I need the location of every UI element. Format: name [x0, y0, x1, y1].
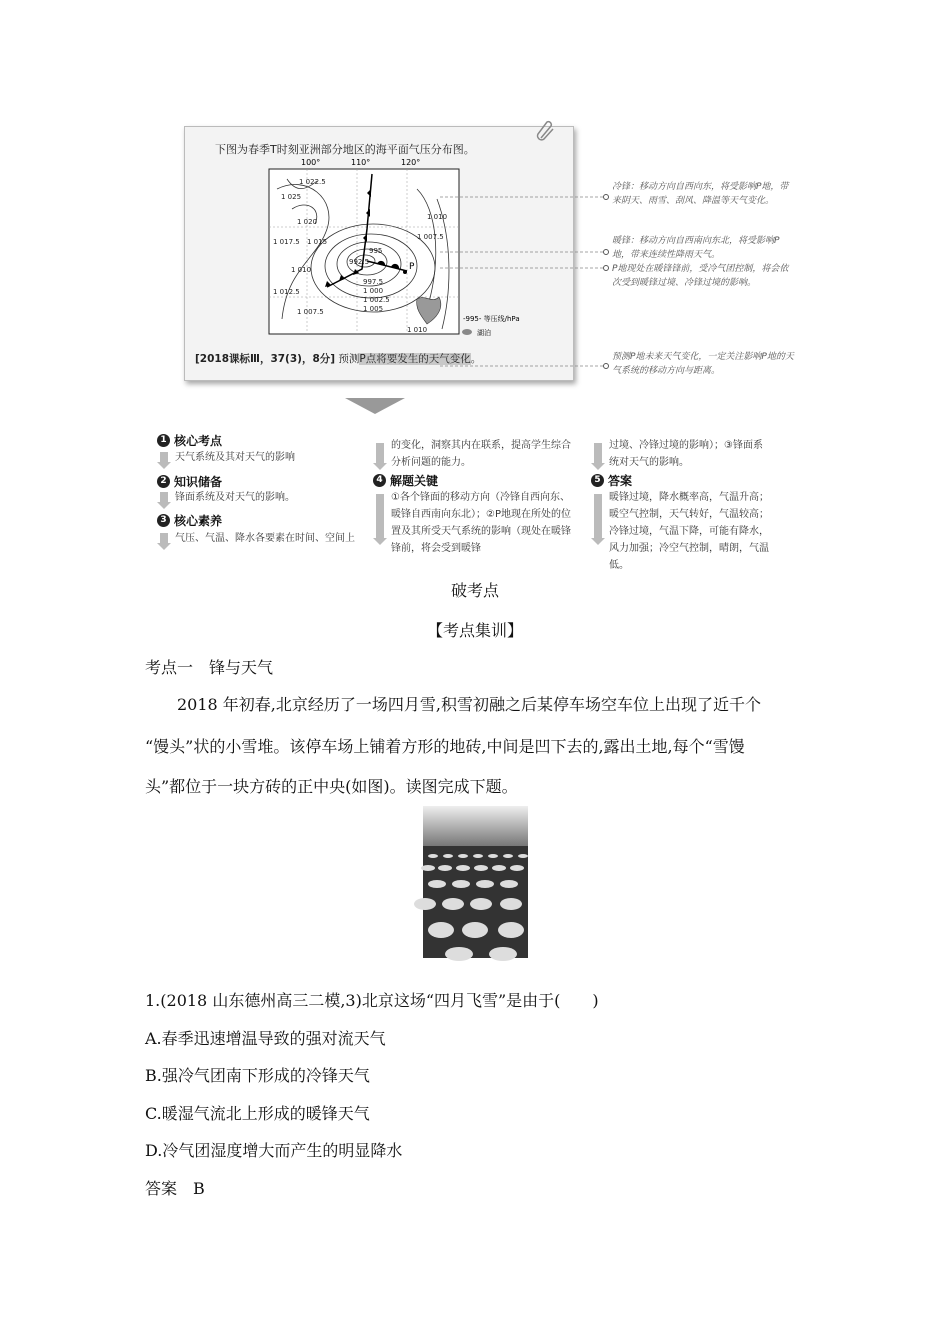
step-number: 3 [157, 514, 170, 527]
card-intro: 下图为春季T时刻亚洲部分地区的海平面气压分布图。 [215, 143, 475, 156]
isobar-label: 1 007.5 [417, 233, 444, 241]
step-3-header [157, 512, 222, 529]
step-number: 4 [373, 474, 386, 487]
isobar-label: 1 000 [363, 287, 384, 295]
paragraph-line-2: “馒头”状的小雪堆。该停车场上铺着方形的地砖,中间是凹下去的,露出土地,每个“雪馒 [145, 737, 745, 756]
isobar-label: 1 015 [307, 238, 328, 246]
lon-label: 120° [401, 158, 421, 167]
step-body: 暖锋过境，降水概率高，气温升高；暖空气控制，天气转好，气温较高；冷锋过境，气温下降，可能有降水，风力加强；冷空气控制，晴朗，气温低。 [609, 492, 769, 571]
isobar-label: 1 007.5 [297, 308, 324, 316]
step-1-header [157, 432, 222, 449]
option-a[interactable]: A.春季迅速增温导致的强对流天气 [145, 1029, 386, 1048]
paragraph-line-3: 头”都位于一块方砖的正中央(如图)。读图完成下题。 [145, 777, 518, 796]
source-line [195, 351, 481, 366]
note-cold-front: 冷锋：移动方向自西向东，将受影响P地，带来阴天、雨雪、刮风、降温等天气变化。 [612, 182, 789, 206]
grey-arrow-icon [160, 492, 168, 502]
question-prefix: 预测 [338, 353, 360, 365]
step-4-continued: 过境、冷锋过境的影响）；③锋面系统对天气的影响。 [609, 440, 763, 468]
step-body: ①各个锋面的移动方向（冷锋自西向东、暖锋自西南向东北）；②P地现在所处的位置及其所受天气系统的影响（现处在暖锋锋前，将会受到暖锋 [391, 492, 571, 554]
step-number: 1 [157, 434, 170, 447]
option-d[interactable]: D.冷气团湿度增大而产生的明显降水 [145, 1141, 403, 1160]
step-5-header [591, 472, 632, 489]
isobar-label: 1 010 [407, 326, 428, 334]
grey-arrow-icon [160, 533, 168, 543]
isobar-label: 997.5 [363, 278, 384, 286]
isobar-label: 1 010 [427, 213, 448, 221]
legend-lake: 湖泊 [477, 329, 491, 337]
step-title: 知识储备 [174, 475, 223, 489]
legend-isobar: -995- 等压线/hPa [463, 315, 520, 323]
note-predict: 预测P地未来天气变化，一定关注影响P地的天气系统的移动方向与距离。 [612, 352, 794, 376]
option-c[interactable]: C.暖湿气流北上形成的暖锋天气 [145, 1104, 370, 1123]
step-title: 核心素养 [174, 514, 223, 528]
isobar-label: 1 005 [363, 305, 384, 313]
question-stem: 1.(2018 山东德州高三二模,3)北京这场“四月飞雪”是由于( ) [145, 991, 599, 1010]
option-b[interactable]: B.强冷气团南下形成的冷锋天气 [145, 1066, 370, 1085]
step-body: 天气系统及其对天气的影响 [175, 452, 295, 463]
paragraph-line-1: 2018 年初春,北京经历了一场四月雪,积雪初融之后某停车场空车位上出现了近千个 [177, 695, 761, 714]
isobar-label: 1 012.5 [273, 288, 300, 296]
step-body: 气压、气温、降水各要素在时间、空间上 [175, 533, 355, 544]
grey-arrow-icon [160, 452, 168, 462]
answer: 答案 B [145, 1179, 205, 1198]
grey-arrow-icon [594, 494, 602, 538]
step-body: 锋面系统及对天气的影响。 [175, 492, 295, 503]
question-end: 。 [470, 353, 482, 365]
isobar-label: 1 017.5 [273, 238, 300, 246]
grey-arrow-icon [376, 494, 384, 538]
note-warm-front: 暖锋：移动方向自西南向东北，将受影响P地，带来连续性降雨天气。 [612, 236, 780, 260]
isobar-label: 1 022.5 [299, 178, 326, 186]
step-title: 解题关键 [390, 474, 439, 488]
step-number: 5 [591, 474, 604, 487]
question-highlight: P点将要发生的天气变化 [359, 353, 471, 365]
paperclip-icon [535, 120, 557, 142]
isobar-label: 995 [369, 247, 383, 255]
down-arrow-icon [345, 398, 405, 416]
step-3-continued: 的变化，洞察其内在联系，提高学生综合分析问题的能力。 [391, 440, 571, 468]
grey-arrow-icon [594, 443, 602, 463]
isobar-label: 992.5 [349, 258, 370, 266]
isobar-label: 1 025 [281, 193, 302, 201]
source-tag: [2018课标Ⅲ，37(3)，8分] [195, 353, 336, 365]
isobar-label: 1 010 [291, 266, 312, 274]
note-point-p: P地现处在暖锋锋前，受冷气团控制，将会依次受到暖锋过境、冷锋过境的影响。 [612, 264, 789, 288]
isobar-label: 1 002.5 [363, 296, 390, 304]
step-title: 答案 [608, 474, 633, 488]
step-4-header [373, 472, 438, 489]
topic-heading: 考点一 锋与天气 [145, 658, 274, 677]
leader-lines [440, 180, 620, 380]
isobar-label: 1 020 [297, 218, 318, 226]
grey-arrow-icon [376, 443, 384, 463]
step-2-header [157, 473, 222, 490]
point-p-label: P [409, 262, 415, 272]
step-title: 核心考点 [174, 434, 223, 448]
snow-mounds-photo [423, 806, 528, 958]
sub-title: 【考点集训】 [426, 621, 523, 640]
step-number: 2 [157, 475, 170, 488]
lon-label: 100° [301, 158, 321, 167]
section-title: 破考点 [450, 581, 499, 600]
lon-label: 110° [351, 158, 371, 167]
